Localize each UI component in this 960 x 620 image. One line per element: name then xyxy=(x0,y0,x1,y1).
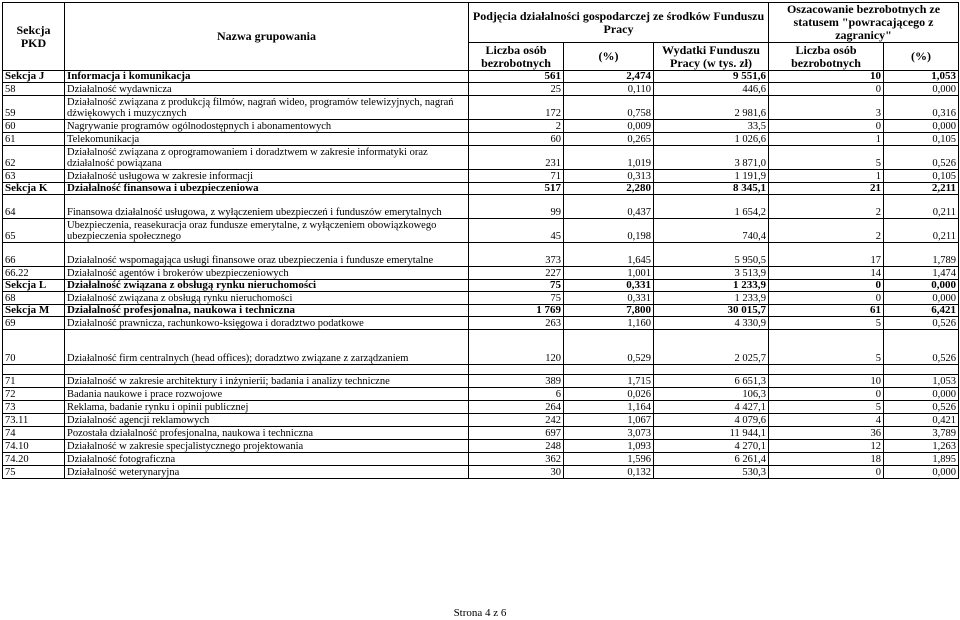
row-name: Działalność fotograficzna xyxy=(65,453,469,466)
row-name: Działalność w zakresie specjalistycznego projektowania xyxy=(65,440,469,453)
row-wydatki: 2 025,7 xyxy=(654,330,769,365)
data-table xyxy=(2,2,959,479)
row-percent-powracajacych: 6,421 xyxy=(884,305,959,317)
table-header xyxy=(3,3,959,71)
row-wydatki: 740,4 xyxy=(654,219,769,243)
row-liczba-powracajacych: 10 xyxy=(769,375,884,388)
row-code: Sekcja J xyxy=(3,71,65,83)
row-name: Reklama, badanie rynku i opinii publicznej xyxy=(65,401,469,414)
row-liczba-osob: 45 xyxy=(469,219,564,243)
row-liczba-osob: 517 xyxy=(469,183,564,195)
row-liczba-osob: 75 xyxy=(469,292,564,305)
row-code: 75 xyxy=(3,466,65,479)
row-name xyxy=(65,365,469,375)
row-percent-powracajacych: 0,000 xyxy=(884,292,959,305)
section-row xyxy=(3,183,959,195)
row-name: Badania naukowe i prace rozwojowe xyxy=(65,388,469,401)
row-percent-powracajacych xyxy=(884,365,959,375)
header-nazwa-grupowania: Nazwa grupowania xyxy=(65,3,469,71)
row-percent-powracajacych: 0,526 xyxy=(884,401,959,414)
row-name: Nagrywanie programów ogólnodostępnych i abonamentowych xyxy=(65,120,469,133)
row-name: Działalność wydawnicza xyxy=(65,83,469,96)
row-liczba-powracajacych: 5 xyxy=(769,317,884,330)
row-percent: 1,067 xyxy=(564,414,654,427)
row-name: Działalność profesjonalna, naukowa i techniczna xyxy=(65,305,469,317)
section-row xyxy=(3,71,959,83)
row-liczba-osob: 2 xyxy=(469,120,564,133)
row-percent: 1,645 xyxy=(564,243,654,267)
row-name: Działalność agencji reklamowych xyxy=(65,414,469,427)
row-code: 68 xyxy=(3,292,65,305)
row-liczba-osob: 362 xyxy=(469,453,564,466)
row-code: 66 xyxy=(3,243,65,267)
row-code: 60 xyxy=(3,120,65,133)
row-liczba-osob: 99 xyxy=(469,195,564,219)
row-code: 72 xyxy=(3,388,65,401)
row-percent-powracajacych: 0,211 xyxy=(884,195,959,219)
row-liczba-osob: 75 xyxy=(469,280,564,292)
row-wydatki: 30 015,7 xyxy=(654,305,769,317)
row-liczba-powracajacych: 2 xyxy=(769,195,884,219)
header-wydatki: Wydatki Funduszu Pracy (w tys. zł) xyxy=(654,43,769,71)
row-wydatki: 4 270,1 xyxy=(654,440,769,453)
section-row xyxy=(3,305,959,317)
header-group-fundusz-pracy: Podjęcia działalności gospodarczej ze środków Funduszu Pracy xyxy=(469,3,769,43)
header-group-powracajacy: Oszacowanie bezrobotnych ze statusem "powracającego z zagranicy" xyxy=(769,3,959,43)
row-liczba-powracajacych: 61 xyxy=(769,305,884,317)
row-code: 59 xyxy=(3,96,65,120)
row-percent-powracajacych: 1,895 xyxy=(884,453,959,466)
row-percent: 1,001 xyxy=(564,267,654,280)
row-liczba-powracajacych: 1 xyxy=(769,170,884,183)
row-liczba-osob: 1 769 xyxy=(469,305,564,317)
row-percent: 0,026 xyxy=(564,388,654,401)
row-code: 66.22 xyxy=(3,267,65,280)
row-liczba-powracajacych: 21 xyxy=(769,183,884,195)
row-liczba-powracajacych: 14 xyxy=(769,267,884,280)
row-wydatki: 8 345,1 xyxy=(654,183,769,195)
row-liczba-osob: 120 xyxy=(469,330,564,365)
row-percent-powracajacych: 1,053 xyxy=(884,71,959,83)
row-name: Działalność firm centralnych (head offices); doradztwo związane z zarządzaniem xyxy=(65,330,469,365)
row-liczba-osob: 263 xyxy=(469,317,564,330)
table-row xyxy=(3,466,959,479)
table-row xyxy=(3,83,959,96)
table-row xyxy=(3,219,959,243)
row-liczba-powracajacych: 5 xyxy=(769,146,884,170)
row-percent: 0,529 xyxy=(564,330,654,365)
header-liczba-osob-1: Liczba osób bezrobotnych xyxy=(469,43,564,71)
row-wydatki: 11 944,1 xyxy=(654,427,769,440)
table-row xyxy=(3,133,959,146)
row-name: Działalność związana z oprogramowaniem i doradztwem w zakresie informatyki oraz działalność powiązana xyxy=(65,146,469,170)
row-liczba-osob: 697 xyxy=(469,427,564,440)
row-name: Działalność związana z produkcją filmów, nagrań wideo, programów telewizyjnych, nagrań dźwiękowych i muzycznych xyxy=(65,96,469,120)
row-percent-powracajacych: 1,053 xyxy=(884,375,959,388)
row-percent: 2,280 xyxy=(564,183,654,195)
row-liczba-powracajacych: 18 xyxy=(769,453,884,466)
row-wydatki: 33,5 xyxy=(654,120,769,133)
row-liczba-powracajacych: 2 xyxy=(769,219,884,243)
row-code: 74 xyxy=(3,427,65,440)
row-name: Działalność związana z obsługą rynku nieruchomości xyxy=(65,280,469,292)
row-liczba-powracajacych: 4 xyxy=(769,414,884,427)
row-liczba-osob: 30 xyxy=(469,466,564,479)
row-wydatki: 9 551,6 xyxy=(654,71,769,83)
row-percent-powracajacych: 0,105 xyxy=(884,133,959,146)
header-sekcja-pkd: Sekcja PKD xyxy=(3,3,65,71)
table-row xyxy=(3,195,959,219)
row-liczba-osob: 172 xyxy=(469,96,564,120)
row-code: 73 xyxy=(3,401,65,414)
row-liczba-powracajacych: 0 xyxy=(769,466,884,479)
row-code: 62 xyxy=(3,146,65,170)
row-name: Działalność usługowa w zakresie informacji xyxy=(65,170,469,183)
row-liczba-osob: 373 xyxy=(469,243,564,267)
row-liczba-osob: 248 xyxy=(469,440,564,453)
row-percent-powracajacych: 0,526 xyxy=(884,146,959,170)
row-liczba-powracajacych: 10 xyxy=(769,71,884,83)
row-percent xyxy=(564,365,654,375)
row-name: Finansowa działalność usługowa, z wyłączeniem ubezpieczeń i funduszów emerytalnych xyxy=(65,195,469,219)
row-percent-powracajacych: 0,000 xyxy=(884,466,959,479)
row-wydatki: 4 330,9 xyxy=(654,317,769,330)
row-code: Sekcja K xyxy=(3,183,65,195)
row-wydatki: 530,3 xyxy=(654,466,769,479)
row-liczba-osob: 389 xyxy=(469,375,564,388)
header-percent-1: (%) xyxy=(564,43,654,71)
row-percent: 1,596 xyxy=(564,453,654,466)
row-liczba-osob: 231 xyxy=(469,146,564,170)
row-code: 61 xyxy=(3,133,65,146)
row-name: Telekomunikacja xyxy=(65,133,469,146)
row-percent: 0,758 xyxy=(564,96,654,120)
row-name: Informacja i komunikacja xyxy=(65,71,469,83)
row-percent-powracajacych: 0,421 xyxy=(884,414,959,427)
row-percent: 1,715 xyxy=(564,375,654,388)
row-percent: 0,313 xyxy=(564,170,654,183)
row-wydatki: 2 981,6 xyxy=(654,96,769,120)
row-name: Działalność weterynaryjna xyxy=(65,466,469,479)
row-liczba-powracajacych: 0 xyxy=(769,292,884,305)
table-row xyxy=(3,317,959,330)
row-liczba-osob: 71 xyxy=(469,170,564,183)
row-liczba-osob: 242 xyxy=(469,414,564,427)
row-liczba-powracajacych: 0 xyxy=(769,83,884,96)
row-wydatki: 3 871,0 xyxy=(654,146,769,170)
row-percent-powracajacych: 2,211 xyxy=(884,183,959,195)
row-wydatki: 4 427,1 xyxy=(654,401,769,414)
row-percent: 1,160 xyxy=(564,317,654,330)
row-percent-powracajacych: 3,789 xyxy=(884,427,959,440)
row-code: Sekcja L xyxy=(3,280,65,292)
row-percent-powracajacych: 1,474 xyxy=(884,267,959,280)
header-percent-2: (%) xyxy=(884,43,959,71)
row-wydatki: 6 261,4 xyxy=(654,453,769,466)
row-code: 74.10 xyxy=(3,440,65,453)
row-percent: 0,265 xyxy=(564,133,654,146)
row-wydatki: 1 026,6 xyxy=(654,133,769,146)
row-percent-powracajacych: 0,316 xyxy=(884,96,959,120)
row-percent-powracajacych: 0,526 xyxy=(884,330,959,365)
row-wydatki: 1 233,9 xyxy=(654,280,769,292)
row-wydatki: 106,3 xyxy=(654,388,769,401)
row-percent-powracajacych: 0,000 xyxy=(884,388,959,401)
row-wydatki xyxy=(654,365,769,375)
row-percent-powracajacych: 1,789 xyxy=(884,243,959,267)
table-row xyxy=(3,440,959,453)
table-row xyxy=(3,120,959,133)
table-row xyxy=(3,146,959,170)
row-percent: 0,331 xyxy=(564,280,654,292)
row-percent: 2,474 xyxy=(564,71,654,83)
row-percent: 1,093 xyxy=(564,440,654,453)
row-liczba-powracajacych: 5 xyxy=(769,401,884,414)
table-body xyxy=(3,71,959,479)
row-wydatki: 1 233,9 xyxy=(654,292,769,305)
row-liczba-osob: 6 xyxy=(469,388,564,401)
row-percent: 0,009 xyxy=(564,120,654,133)
row-percent-powracajacych: 0,105 xyxy=(884,170,959,183)
row-name: Działalność w zakresie architektury i inżynierii; badania i analizy techniczne xyxy=(65,375,469,388)
row-name: Działalność agentów i brokerów ubezpieczeniowych xyxy=(65,267,469,280)
row-liczba-osob: 60 xyxy=(469,133,564,146)
row-liczba-osob: 264 xyxy=(469,401,564,414)
row-percent: 3,073 xyxy=(564,427,654,440)
row-percent-powracajacych: 0,000 xyxy=(884,280,959,292)
row-liczba-powracajacych: 1 xyxy=(769,133,884,146)
row-percent: 1,164 xyxy=(564,401,654,414)
row-liczba-powracajacych: 0 xyxy=(769,280,884,292)
row-code: 74.20 xyxy=(3,453,65,466)
row-liczba-osob: 25 xyxy=(469,83,564,96)
row-wydatki: 3 513,9 xyxy=(654,267,769,280)
table-row xyxy=(3,96,959,120)
page-number: Strona 4 z 6 xyxy=(453,607,507,619)
row-percent: 1,019 xyxy=(564,146,654,170)
table-row xyxy=(3,375,959,388)
row-code: 70 xyxy=(3,330,65,365)
row-percent: 0,132 xyxy=(564,466,654,479)
row-code: 71 xyxy=(3,375,65,388)
row-name: Ubezpieczenia, reasekuracja oraz fundusze emerytalne, z wyłączeniem obowiązkowego ubezpieczenia społecznego xyxy=(65,219,469,243)
row-wydatki: 1 191,9 xyxy=(654,170,769,183)
row-percent: 7,800 xyxy=(564,305,654,317)
row-percent: 0,198 xyxy=(564,219,654,243)
row-liczba-powracajacych: 3 xyxy=(769,96,884,120)
row-percent: 0,110 xyxy=(564,83,654,96)
row-wydatki: 6 651,3 xyxy=(654,375,769,388)
row-code: Sekcja M xyxy=(3,305,65,317)
row-name: Działalność prawnicza, rachunkowo-księgowa i doradztwo podatkowe xyxy=(65,317,469,330)
table-row xyxy=(3,170,959,183)
row-code: 63 xyxy=(3,170,65,183)
row-liczba-powracajacych: 5 xyxy=(769,330,884,365)
table-row xyxy=(3,427,959,440)
table-row xyxy=(3,414,959,427)
table-row xyxy=(3,292,959,305)
table-row xyxy=(3,330,959,365)
row-liczba-powracajacych: 0 xyxy=(769,120,884,133)
row-liczba-osob: 561 xyxy=(469,71,564,83)
table-row xyxy=(3,388,959,401)
row-percent-powracajacych: 1,263 xyxy=(884,440,959,453)
row-name: Działalność związana z obsługą rynku nieruchomości xyxy=(65,292,469,305)
row-code: 64 xyxy=(3,195,65,219)
row-code: 58 xyxy=(3,83,65,96)
row-name: Pozostała działalność profesjonalna, naukowa i techniczna xyxy=(65,427,469,440)
row-liczba-osob xyxy=(469,365,564,375)
row-code xyxy=(3,365,65,375)
row-percent: 0,331 xyxy=(564,292,654,305)
row-liczba-powracajacych xyxy=(769,365,884,375)
row-code: 65 xyxy=(3,219,65,243)
header-liczba-osob-2: Liczba osób bezrobotnych xyxy=(769,43,884,71)
row-liczba-powracajacych: 12 xyxy=(769,440,884,453)
row-liczba-osob: 227 xyxy=(469,267,564,280)
row-percent-powracajacych: 0,000 xyxy=(884,120,959,133)
table-row xyxy=(3,401,959,414)
row-code: 73.11 xyxy=(3,414,65,427)
row-wydatki: 1 654,2 xyxy=(654,195,769,219)
row-code: 69 xyxy=(3,317,65,330)
table-row xyxy=(3,453,959,466)
table-row xyxy=(3,243,959,267)
table-row xyxy=(3,267,959,280)
row-wydatki: 4 079,6 xyxy=(654,414,769,427)
row-percent-powracajacych: 0,526 xyxy=(884,317,959,330)
row-percent: 0,437 xyxy=(564,195,654,219)
row-name: Działalność wspomagająca usługi finansowe oraz ubezpieczenia i fundusze emerytalne xyxy=(65,243,469,267)
row-liczba-powracajacych: 36 xyxy=(769,427,884,440)
table-row xyxy=(3,365,959,375)
row-percent-powracajacych: 0,000 xyxy=(884,83,959,96)
row-liczba-powracajacych: 17 xyxy=(769,243,884,267)
row-name: Działalność finansowa i ubezpieczeniowa xyxy=(65,183,469,195)
section-row xyxy=(3,280,959,292)
row-wydatki: 446,6 xyxy=(654,83,769,96)
row-percent-powracajacych: 0,211 xyxy=(884,219,959,243)
row-wydatki: 5 950,5 xyxy=(654,243,769,267)
row-liczba-powracajacych: 0 xyxy=(769,388,884,401)
